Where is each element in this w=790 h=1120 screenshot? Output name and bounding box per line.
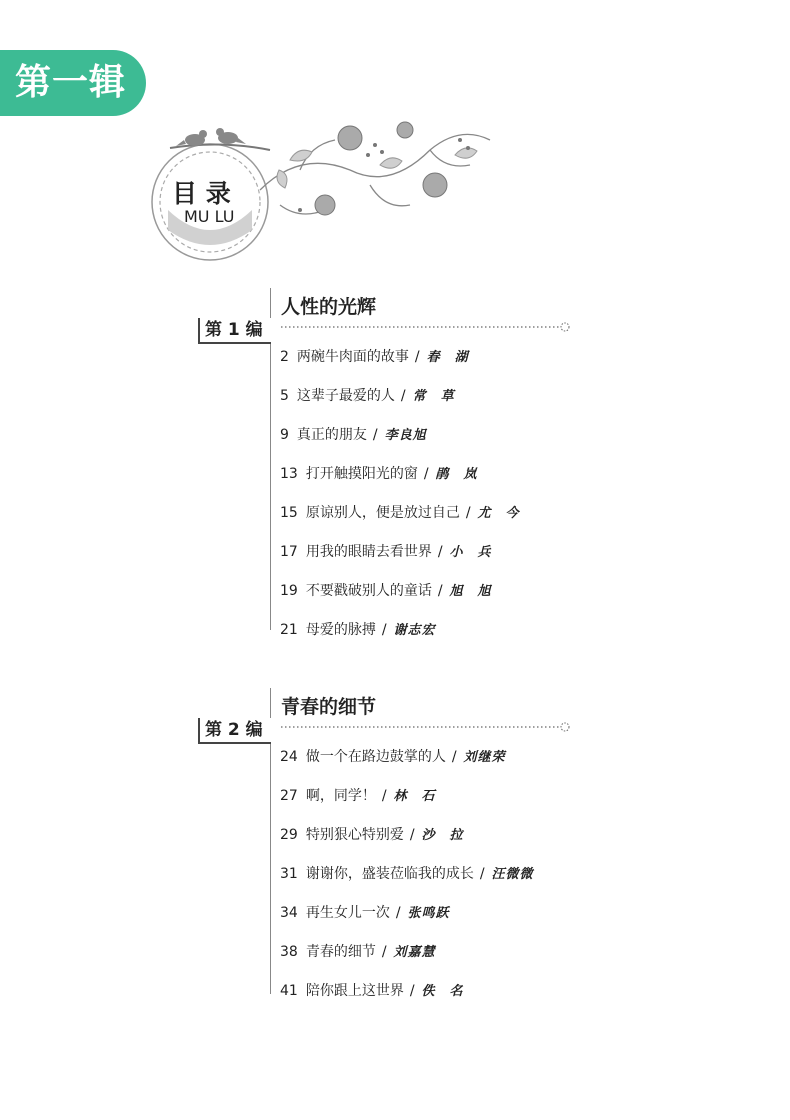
catalog-header-illustration: [150, 110, 510, 270]
entry-title: 真正的朋友: [296, 427, 367, 443]
entry-title: 青春的细节: [305, 944, 376, 960]
page-number: 5: [280, 388, 289, 404]
entry-title: 再生女儿一次: [305, 905, 390, 921]
dotted-rule: [281, 722, 573, 732]
entry-author: 常 草: [412, 389, 455, 404]
page-number: 2: [280, 349, 289, 365]
entry-author: 刘嘉慧: [393, 945, 436, 960]
section-title: 人性的光辉: [281, 296, 377, 318]
entry-title: 打开触摸阳光的窗: [305, 466, 418, 482]
entry-author: 旭 旭: [449, 584, 492, 599]
page-number: 17: [280, 544, 298, 560]
toc-entry[interactable]: 17 用我的眼睛去看世界 / 小 兵: [280, 544, 492, 560]
entry-author: 尤 今: [477, 506, 520, 521]
entry-title: 原谅别人，便是放过自己: [305, 505, 460, 521]
entry-author: 张鸣跃: [407, 906, 450, 921]
entry-title: 做一个在路边鼓掌的人: [305, 749, 446, 765]
page-number: 41: [280, 983, 298, 999]
entry-list: [280, 746, 534, 1019]
part-label: 第 1 编: [198, 318, 271, 344]
entry-author: 刘继荣: [463, 750, 506, 765]
toc-entry[interactable]: 38 青春的细节 / 刘嘉慧: [280, 944, 436, 960]
entry-author: 汪微微: [491, 867, 534, 882]
entry-title: 特别狠心特别爱: [305, 827, 404, 843]
toc-entry[interactable]: 13 打开触摸阳光的窗 / 鹃 岚: [280, 466, 478, 482]
toc-entry[interactable]: 31 谢谢你，盛装莅临我的成长 / 汪微微: [280, 866, 534, 882]
page-number: 24: [280, 749, 298, 765]
entry-author: 林 石: [393, 789, 436, 804]
entry-title: 不要戳破别人的童话: [305, 583, 432, 599]
page-number: 21: [280, 622, 298, 638]
toc-entry[interactable]: 41 陪你跟上这世界 / 佚 名: [280, 983, 464, 999]
entry-author: 鹃 岚: [435, 467, 478, 482]
toc-entry[interactable]: 5 这辈子最爱的人 / 常 草: [280, 388, 455, 404]
toc-entry[interactable]: 15 原谅别人，便是放过自己 / 尤 今: [280, 505, 520, 521]
page-number: 15: [280, 505, 298, 521]
entry-author: 沙 拉: [421, 828, 464, 843]
entry-author: 春 湖: [426, 350, 469, 365]
entry-title: 啊，同学！: [305, 788, 376, 804]
page-number: 13: [280, 466, 298, 482]
page-number: 34: [280, 905, 298, 921]
toc-entry[interactable]: 21 母爱的脉搏 / 谢志宏: [280, 622, 436, 638]
toc-entry[interactable]: 19 不要戳破别人的童话 / 旭 旭: [280, 583, 492, 599]
entry-author: 佚 名: [421, 984, 464, 999]
page-number: 29: [280, 827, 298, 843]
dotted-rule: [281, 322, 573, 332]
entry-title: 用我的眼睛去看世界: [305, 544, 432, 560]
page-number: 38: [280, 944, 298, 960]
page-number: 19: [280, 583, 298, 599]
toc-entry[interactable]: 29 特别狠心特别爱 / 沙 拉: [280, 827, 464, 843]
page-number: 27: [280, 788, 298, 804]
entry-author: 小 兵: [449, 545, 492, 560]
entry-title: 两碗牛肉面的故事: [296, 349, 409, 365]
toc-entry[interactable]: 24 做一个在路边鼓掌的人 / 刘继荣: [280, 749, 506, 765]
entry-title: 这辈子最爱的人: [296, 388, 395, 404]
entry-title: 谢谢你，盛装莅临我的成长: [305, 866, 474, 882]
page-number: 31: [280, 866, 298, 882]
toc-entry[interactable]: 27 啊，同学！ / 林 石: [280, 788, 436, 804]
toc-entry[interactable]: 34 再生女儿一次 / 张鸣跃: [280, 905, 450, 921]
entry-list: [280, 346, 520, 658]
volume-tab: 第一辑: [0, 50, 146, 116]
section-title: 青春的细节: [281, 696, 377, 718]
entry-title: 陪你跟上这世界: [305, 983, 404, 999]
entry-author: 李良旭: [384, 428, 427, 443]
bird-icon-right: [216, 128, 246, 144]
catalog-subtitle: MU LU: [184, 207, 235, 226]
entry-title: 母爱的脉搏: [305, 622, 376, 638]
catalog-title: 目 录: [172, 179, 231, 208]
page-number: 9: [280, 427, 289, 443]
entry-author: 谢志宏: [393, 623, 436, 638]
toc-entry[interactable]: 2 两碗牛肉面的故事 / 春 湖: [280, 349, 469, 365]
toc-entry[interactable]: 9 真正的朋友 / 李良旭: [280, 427, 427, 443]
bird-icon-left: [176, 130, 207, 146]
part-label: 第 2 编: [198, 718, 271, 744]
